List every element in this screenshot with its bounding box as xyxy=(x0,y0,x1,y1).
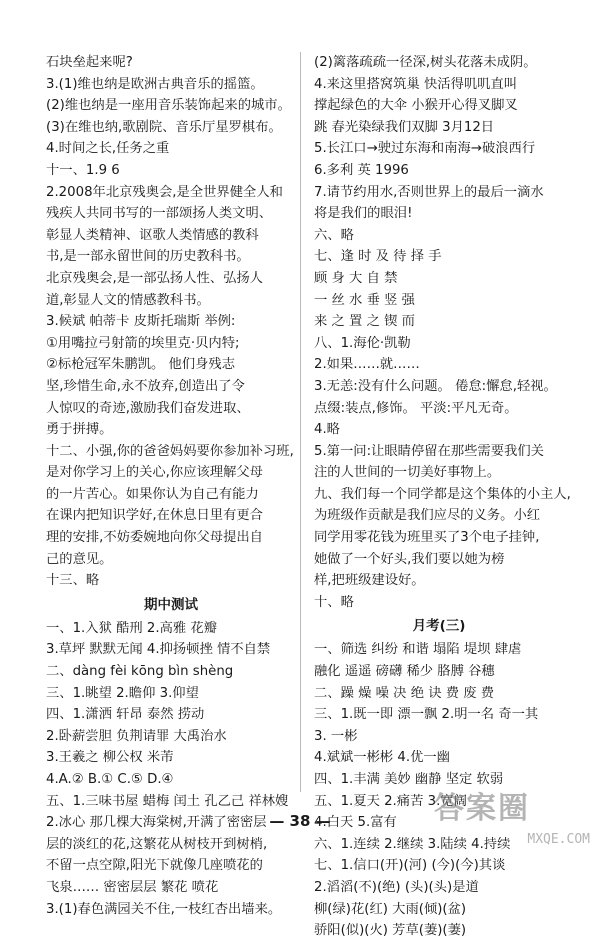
answer-line: 将是我们的眼泪! xyxy=(314,206,413,222)
answer-line: 层的淡红的花,这繁花从树枝开到树梢, xyxy=(46,836,268,852)
answer-line: 道,彰显人文的情感教科书。 xyxy=(46,292,210,308)
answer-line: ①用嘴拉弓射箭的埃里克·贝内特; xyxy=(46,335,240,351)
watermark-url: MXQE.COM xyxy=(527,832,590,847)
answer-line: 彰显人类精神、讴歌人类情感的教科 xyxy=(46,227,259,243)
answer-line: 3.(1)春色满园关不住,一枝红杏出墙来。 xyxy=(46,901,282,917)
answer-line: 注的人世间的一切美好事物上。 xyxy=(314,465,501,481)
answer-line: 北京残奥会,是一部弘扬人性、弘扬人 xyxy=(46,270,263,286)
page-number: — 38 — xyxy=(269,812,331,830)
answer-line: 己的意见。 xyxy=(46,551,113,567)
answer-line: 石块垒起来呢? xyxy=(46,55,133,70)
watermark-logo xyxy=(434,791,594,847)
answer-line: 三、1.眺望 2.瞻仰 3.仰望 xyxy=(46,685,199,701)
answer-line: 3.草坪 默默无闻 4.抑扬顿挫 情不自禁 xyxy=(46,642,271,658)
answer-line: 八、1.海伦·凯勒 xyxy=(314,335,411,351)
answer-line: 点缀:装点,修饰。 平淡:平凡无奇。 xyxy=(314,400,518,416)
answer-line: 为班级作贡献是我们应尽的义务。小红 xyxy=(314,508,541,524)
answer-line: 顾 身 大 自 禁 xyxy=(314,270,398,286)
answer-line: 人惊叹的奇迹,激励我们奋发进取、 xyxy=(46,400,250,416)
answer-line: 残疾人共同书写的一部颂扬人类文明、 xyxy=(46,206,273,222)
answer-line: 来 之 置 之 锲 而 xyxy=(314,314,415,330)
left-answer-lines xyxy=(46,52,296,592)
answer-line: 3.候斌 帕蒂卡 皮斯托瑞斯 举例: xyxy=(46,314,236,330)
right-answer-lines xyxy=(314,52,571,613)
answer-line: 柳(绿)花(红) 大雨(倾)(盆) xyxy=(314,901,467,917)
answer-line: 3.(1)维也纳是欧洲古典音乐的摇篮。 xyxy=(46,76,264,92)
answer-line: 二、dàng fèi kōng bìn shèng xyxy=(46,664,234,680)
answer-line: 坚,珍惜生命,永不放弃,创造出了令 xyxy=(46,378,245,394)
answer-line: 2.如果……就…… xyxy=(314,357,420,373)
answer-line: 十三、略 xyxy=(46,573,100,589)
answer-line: 她做了一个好头,我们要以她为榜 xyxy=(314,551,505,567)
answer-line: 勇于拼搏。 xyxy=(46,422,113,438)
answer-line: 2.冰心 那几棵大海棠树,开满了密密层 xyxy=(46,815,267,831)
answer-line: 骄阳(似)(火) 芳草(萋)(萋) xyxy=(314,923,467,939)
answer-line: 4.A.② B.① C.⑤ D.④ xyxy=(46,772,174,787)
answer-line: 3.王羲之 柳公权 米芾 xyxy=(46,750,174,766)
answer-line: 二、躁 燥 噪 决 绝 诀 费 废 费 xyxy=(314,685,495,701)
midterm-test-title: 期中测试 xyxy=(144,596,198,613)
answer-line: 在课内把知识学好,在休息日里有更合 xyxy=(46,508,263,524)
answer-line: 6.多利 英 1996 xyxy=(314,162,409,178)
answer-line: (2)维也纳是一座用音乐装饰起来的城市。 xyxy=(46,98,291,114)
answer-line: 4.略 xyxy=(314,422,340,438)
answer-line: 七、1.信口(开)(河) (今)(今)其谈 xyxy=(314,858,506,874)
answer-line: 飞泉…… 密密层层 繁花 喷花 xyxy=(46,879,219,895)
answer-line: 四、1.潇洒 轩昂 泰然 捞动 xyxy=(46,707,205,723)
monthly-test-title: 月考(三) xyxy=(412,618,466,635)
answer-line: 三、1.既一即 漂一飘 2.明一名 奇一其 xyxy=(314,707,539,723)
answer-line: ②标枪冠军朱鹏凯。 他们身残志 xyxy=(46,357,236,373)
answer-line: 一 丝 水 垂 竖 强 xyxy=(314,292,415,308)
column-divider xyxy=(300,52,301,792)
answer-line: 四、1.丰满 美妙 幽静 坚定 软弱 xyxy=(314,772,504,787)
answer-line: 融化 遥遥 磅礴 稀少 胳膊 谷穗 xyxy=(314,664,495,680)
watermark-text: 答案圈 xyxy=(434,791,530,826)
answer-line: 样,把班级建设好。 xyxy=(314,573,425,589)
answer-line: 4.白天 5.富有 xyxy=(314,815,397,831)
answer-line: 五、1.夏天 2.痛苦 3.宽阔 xyxy=(314,793,467,809)
answer-line: 是对你学习上的关心,你应该理解父母 xyxy=(46,465,263,481)
answer-line: 十一、1.9 6 xyxy=(46,162,120,178)
left-midterm-lines xyxy=(46,618,296,920)
answer-line: 3. 一彬 xyxy=(314,728,358,744)
answer-line: 4.斌斌一彬彬 4.优一幽 xyxy=(314,750,450,766)
answer-line: 5.第一问:让眼睛停留在那些需要我们关 xyxy=(314,443,544,459)
answer-line: 一、筛选 纠纷 和谐 塌陷 堤坝 肆虐 xyxy=(314,642,522,658)
answer-line: 撑起绿色的大伞 小猴开心得叉脚叉 xyxy=(314,98,518,114)
left-column xyxy=(46,52,296,920)
answer-line: 不留一点空隙,阳光下就像几座喷花的 xyxy=(46,858,263,874)
answer-line: 跳 春光染绿我们双脚 3月12日 xyxy=(314,119,495,135)
answer-line: 理的安排,不妨委婉地向你父母提出自 xyxy=(46,530,263,546)
answer-line: 九、我们每一个同学都是这个集体的小主人, xyxy=(314,486,571,502)
answer-line: 4.时间之长,任务之重 xyxy=(46,141,170,157)
answer-line: 五、1.三味书屋 蜡梅 闰土 孔乙己 祥林嫂 xyxy=(46,793,289,809)
answer-line: 同学用零花钱为班里买了3个电子挂钟, xyxy=(314,530,540,546)
answer-line: 十、略 xyxy=(314,594,354,610)
answer-line: 2.滔滔(不)(绝) (头)(头)是道 xyxy=(314,879,479,895)
answer-line: 的一片苦心。如果你认为自己有能力 xyxy=(46,486,259,502)
answer-line: 六、略 xyxy=(314,227,354,243)
answer-line: 六、1.连续 2.继续 3.陆续 4.持续 xyxy=(314,836,511,852)
answer-line: (2)篱落疏疏一径深,树头花落未成阴。 xyxy=(314,55,537,70)
answer-line: 2.2008年北京残奥会,是全世界健全人和 xyxy=(46,184,283,200)
answer-line: (3)在维也纳,歌剧院、音乐厅星罗棋布。 xyxy=(46,119,282,135)
answer-line: 7.请节约用水,否则世界上的最后一滴水 xyxy=(314,184,544,200)
answer-line: 一、1.入狱 酷刑 2.高雅 花瓣 xyxy=(46,620,218,636)
answer-line: 3.无恙:没有什么问题。 倦怠:懈怠,轻视。 xyxy=(314,378,557,394)
answer-line: 书,是一部永留世间的历史教科书。 xyxy=(46,249,250,265)
answer-line: 4.来这里搭窝筑巢 快活得叽叽直叫 xyxy=(314,76,518,92)
answer-line: 5.长江口→驶过东海和南海→破浪西行 xyxy=(314,141,536,157)
answer-line: 2.卧薪尝胆 负荆请罪 大禹治水 xyxy=(46,728,227,744)
answer-line: 十二、小强,你的爸爸妈妈要你参加补习班, xyxy=(46,443,294,459)
answer-line: 七、逢 时 及 待 择 手 xyxy=(314,249,442,265)
